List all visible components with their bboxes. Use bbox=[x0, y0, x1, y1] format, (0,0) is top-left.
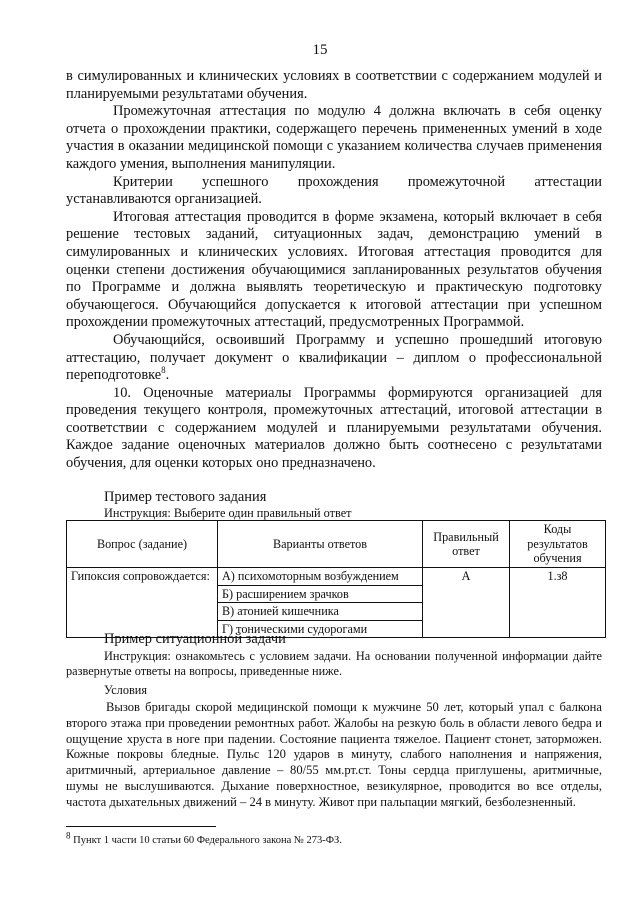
table-header: Правильный ответ bbox=[423, 521, 510, 568]
situational-heading: Пример ситуационной задачи bbox=[104, 631, 286, 647]
code-cell: 1.з8 bbox=[510, 568, 606, 638]
option-item: А) психомоторным возбуждением bbox=[218, 568, 422, 586]
paragraph-text: Обучающийся, освоивший Программу и успешно прошедший итоговую аттестацию, получает документ о квалификации – диплом о профессиональной переподготовке bbox=[66, 331, 602, 384]
table-header: Варианты ответов bbox=[218, 521, 423, 568]
table-header: Коды результатов обучения bbox=[510, 521, 606, 568]
answer-cell: А bbox=[423, 568, 510, 638]
footnote-mark: 8 bbox=[66, 830, 71, 841]
footnote-divider bbox=[66, 826, 216, 827]
table-header-row bbox=[67, 521, 606, 568]
paragraph: 10. Оценочные материалы Программы формируются организацией для проведения текущего контроля, промежуточных аттестаций, итоговой аттестации в соответствии с содержанием модулей и планируемыми результатами обучения. Каждое задание оценочных материалов должно быть соотнесено с результатами обучения, для оценки которых оно предназначено. bbox=[66, 384, 602, 472]
option-item: В) атонией кишечника bbox=[218, 603, 422, 621]
paragraph: Критерии успешного прохождения промежуточной аттестации устанавливаются организацией. bbox=[66, 173, 602, 208]
table-row bbox=[67, 568, 606, 638]
paragraph: Промежуточная аттестация по модулю 4 должна включать в себя оценку отчета о прохождении практики, содержащего перечень примененных умений в ходе участия в оказании медицинской помощи с указанием количества случаев применения каждого умения, выполнения манипуляции. bbox=[66, 103, 602, 172]
conditions-label: Условия bbox=[104, 683, 148, 697]
table-header: Вопрос (задание) bbox=[67, 521, 218, 568]
question-cell: Гипоксия сопровождается: bbox=[67, 568, 218, 638]
paragraph: Обучающийся, освоивший Программу и успешно прошедший итоговую аттестацию, получает документ о квалификации – диплом о профессиональной переподготовке$^8$. bbox=[66, 331, 602, 384]
main-text bbox=[66, 68, 602, 473]
page-number: 15 bbox=[312, 42, 328, 58]
option-item: Б) расширением зрачков bbox=[218, 586, 422, 604]
options-cell bbox=[218, 568, 423, 638]
footnote-text: Пункт 1 части 10 статьи 60 Федерального закона № 273-ФЗ. bbox=[73, 835, 342, 846]
test-instruction: Инструкция: Выберите один правильный ответ bbox=[104, 506, 352, 520]
situational-instruction: Инструкция: ознакомьтесь с условием задачи. На основании полученной информации дайте развернутые ответы на вопросы, приведенные ниже. bbox=[66, 649, 602, 678]
paragraph: Итоговая аттестация проводится в форме экзамена, который включает в себя решение тестовых заданий, ситуационных задач, демонстрацию умений в симулированных и клинических условиях. Итоговая аттестация проводится для оценки степени достижения обучающимися запланированных результатов обучения по Программе и должна выявлять теоретическую и практическую подготовку обучающегося. Обучающийся допускается к итоговой аттестации при успешном прохождении промежуточных аттестаций, предусмотренных Программой. bbox=[66, 208, 602, 331]
conditions-text bbox=[66, 700, 602, 811]
conditions-paragraph: Вызов бригады скорой медицинской помощи к мужчине 50 лет, который упал с балкона второго этажа при проведении ремонтных работ. Жалобы на резкую боль в области левого бедра и ощущение хруста в ноге при падении. Состояние пациента тяжелое. Пациент стонет, заторможен. Кожные покровы бледные. Пульс 120 ударов в минуту, слабого наполнения и напряжения, аритмичный, артериальное давление – 80/55 мм.рт.ст. Тоны сердца приглушены, аритмичные, шумы не выслушиваются. Дыхание поверхностное, везикулярное, проводится во все отделы, частота дыхательных движений – 24 в минуту. Живот при пальпации мягкий, безболезненный. bbox=[66, 700, 602, 809]
option-item: Г) тоническими судорогами bbox=[222, 621, 368, 636]
test-table bbox=[66, 520, 606, 638]
footnote-reference: 8 bbox=[161, 365, 166, 376]
footnote bbox=[66, 830, 342, 846]
paragraph: в симулированных и клинических условиях в соответствии с содержанием модулей и планируемыми результатами обучения. bbox=[66, 68, 602, 102]
test-example-heading: Пример тестового задания bbox=[104, 489, 267, 505]
